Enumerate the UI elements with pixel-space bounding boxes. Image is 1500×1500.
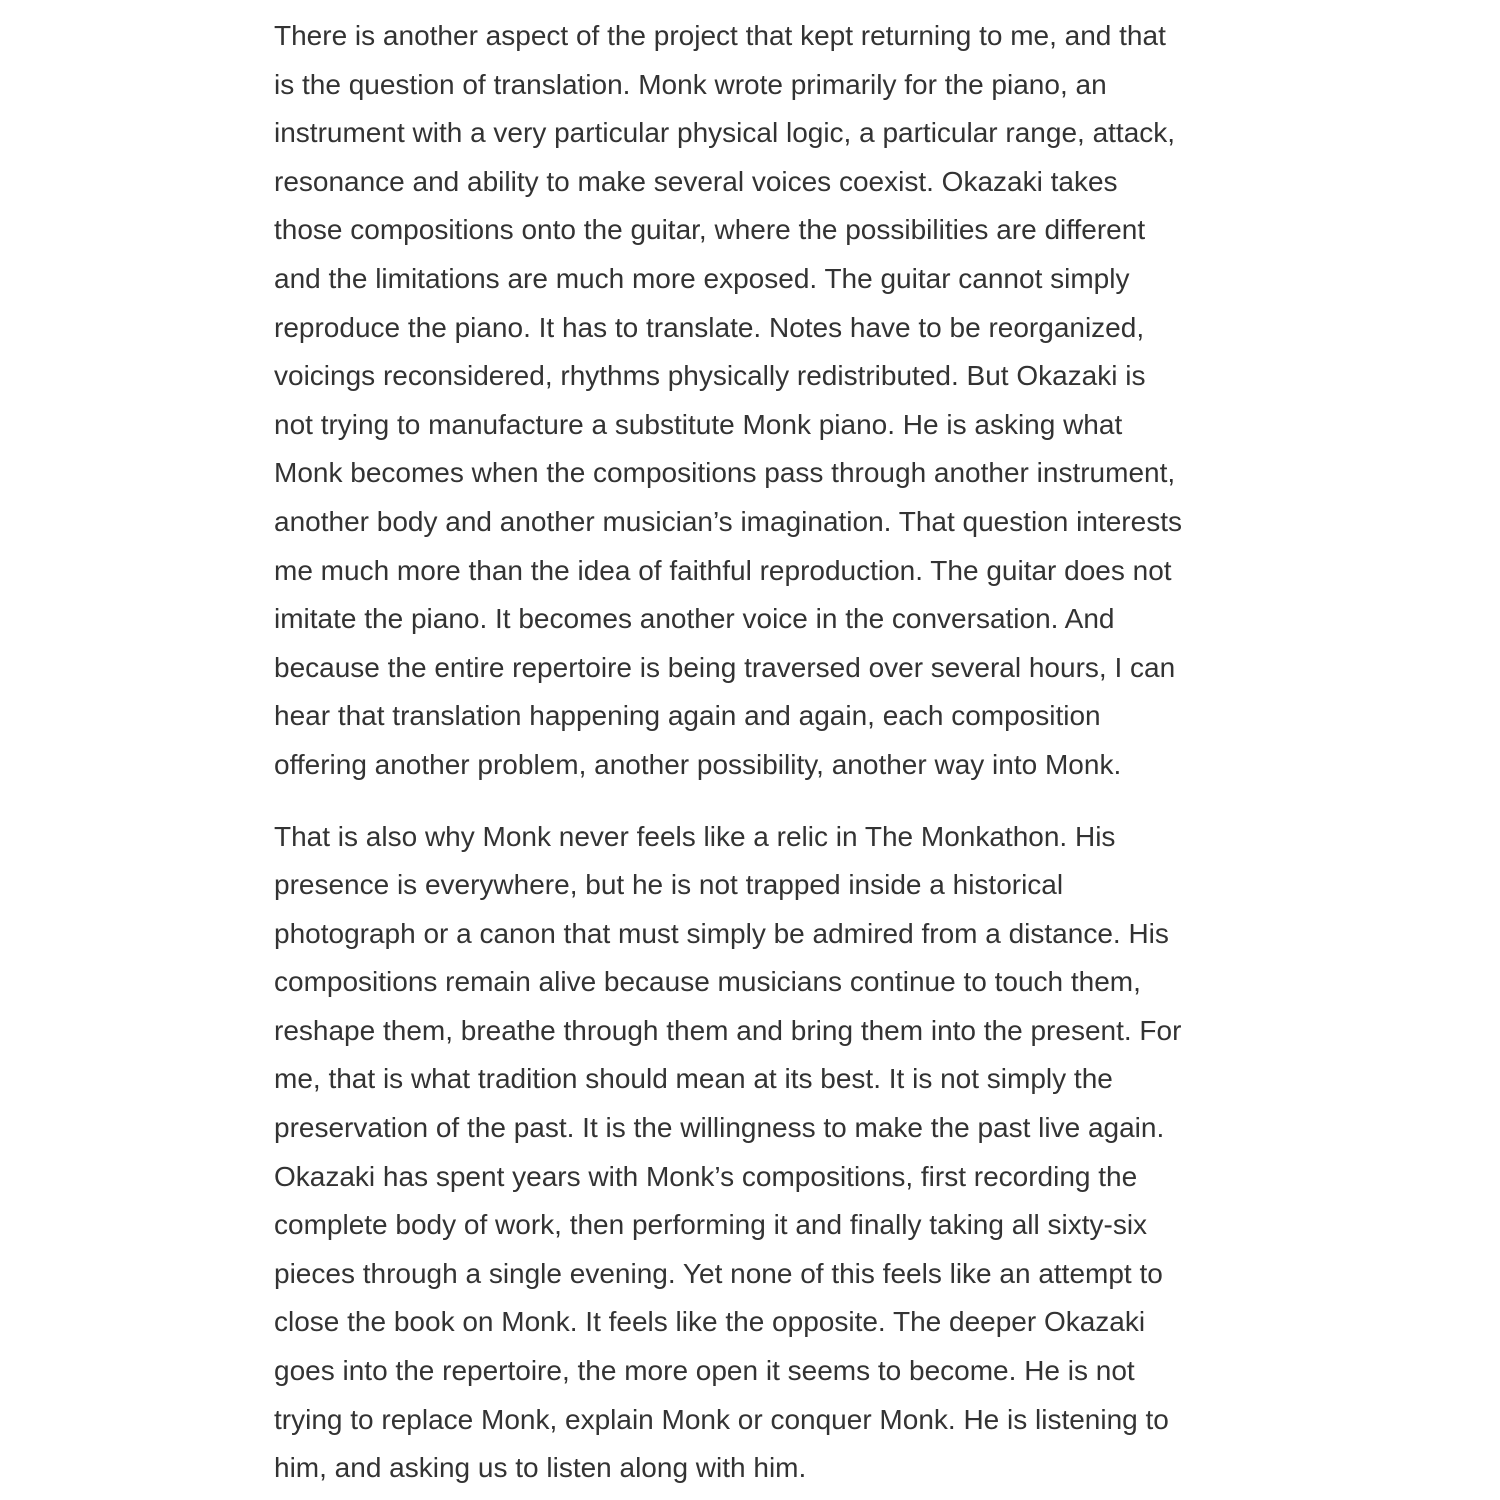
paragraph-tradition: [274, 813, 1214, 1493]
text-line: presence is everywhere, but he is not trapped inside a historical: [274, 869, 1064, 901]
paragraph-translation: [274, 12, 1214, 790]
article-body: [274, 12, 1214, 1493]
text-line: is the question of translation. Monk wrote primarily for the piano, an: [274, 68, 1107, 100]
text-line: Okazaki has spent years with Monk’s compositions, first recording the: [274, 1160, 1138, 1192]
text-line: instrument with a very particular physical logic, a particular range, attack,: [274, 117, 1176, 149]
text-line: That is also why Monk never feels like a relic in The Monkathon. His: [274, 820, 1116, 852]
text-line: me, that is what tradition should mean at its best. It is not simply the: [274, 1063, 1113, 1095]
text-line: him, and asking us to listen along with him.: [274, 1452, 807, 1484]
text-line: those compositions onto the guitar, where the possibilities are different: [274, 214, 1146, 246]
text-line: because the entire repertoire is being traversed over several hours, I can: [274, 651, 1176, 683]
text-line: imitate the piano. It becomes another voice in the conversation. And: [274, 603, 1115, 635]
paragraph-spacer: [274, 790, 1214, 813]
text-line: There is another aspect of the project that kept returning to me, and that: [274, 20, 1166, 51]
text-line: offering another problem, another possibility, another way into Monk.: [274, 748, 1122, 780]
text-line: hear that translation happening again and again, each composition: [274, 700, 1101, 732]
text-line: compositions remain alive because musicians continue to touch them,: [274, 966, 1141, 998]
text-line: and the limitations are much more exposed. The guitar cannot simply: [274, 262, 1130, 294]
text-line: voicings reconsidered, rhythms physically redistributed. But Okazaki is: [274, 360, 1146, 392]
text-line: me much more than the idea of faithful reproduction. The guitar does not: [274, 554, 1172, 586]
text-line: preservation of the past. It is the willingness to make the past live again.: [274, 1112, 1165, 1144]
text-line: photograph or a canon that must simply be admired from a distance. His: [274, 917, 1169, 949]
text-line: reshape them, breathe through them and bring them into the present. For: [274, 1014, 1182, 1046]
text-line: pieces through a single evening. Yet none of this feels like an attempt to: [274, 1257, 1163, 1289]
text-line: close the book on Monk. It feels like the opposite. The deeper Okazaki: [274, 1306, 1146, 1338]
text-line: reproduce the piano. It has to translate. Notes have to be reorganized,: [274, 311, 1145, 343]
text-line: not trying to manufacture a substitute Monk piano. He is asking what: [274, 408, 1123, 440]
text-line: another body and another musician’s imagination. That question interests: [274, 505, 1182, 537]
text-line: trying to replace Monk, explain Monk or conquer Monk. He is listening to: [274, 1403, 1169, 1435]
text-line: resonance and ability to make several voices coexist. Okazaki takes: [274, 165, 1118, 197]
text-line: Monk becomes when the compositions pass through another instrument,: [274, 457, 1176, 489]
text-line: goes into the repertoire, the more open it seems to become. He is not: [274, 1355, 1135, 1387]
text-line: complete body of work, then performing it and finally taking all sixty-six: [274, 1209, 1148, 1241]
